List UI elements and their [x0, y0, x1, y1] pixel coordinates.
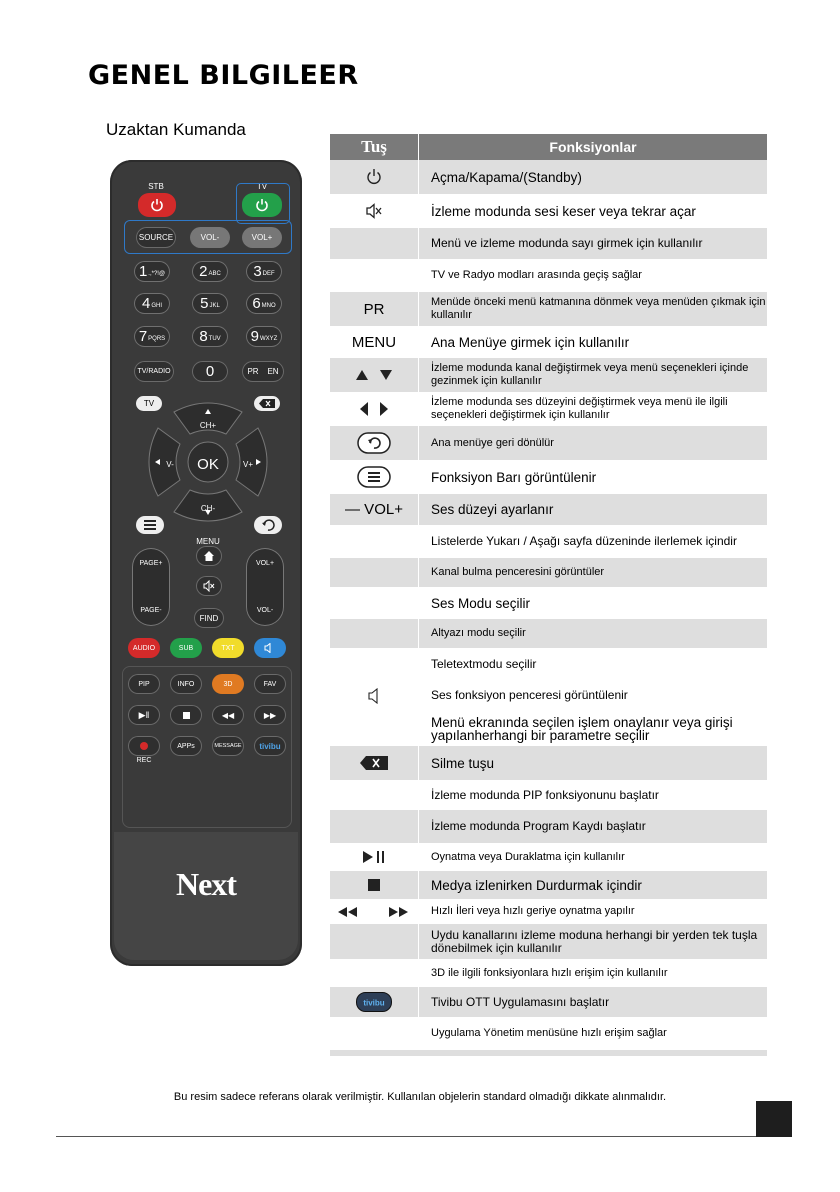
key-label: PR: [363, 300, 385, 318]
function-cell: Fonksiyon Barı görüntülenir: [431, 469, 597, 485]
key-cell: [330, 1017, 419, 1050]
up-down-arrows-icon: [355, 369, 393, 381]
key-cell: [330, 392, 419, 426]
left-right-arrows-icon: [359, 402, 389, 416]
table-row: [330, 160, 767, 194]
table-row: [330, 987, 767, 1017]
rec-button[interactable]: [128, 736, 160, 756]
function-cell: TV ve Radyo modları arasında geçiş sağlar: [431, 269, 642, 281]
function-cell: Oynatma veya Duraklatma için kullanılır: [431, 850, 625, 863]
table-row: [330, 746, 767, 780]
power-icon: [366, 168, 382, 186]
table-row: [330, 460, 767, 494]
ok-label: OK: [197, 456, 219, 473]
num-key-0[interactable]: 0: [192, 361, 228, 382]
vol-plus-top-button[interactable]: VOL+: [242, 227, 282, 248]
key-cell: [330, 494, 419, 525]
key-cell: [330, 558, 419, 587]
key-label: — VOL+: [345, 501, 403, 518]
num-key-6[interactable]: 6 MNO: [246, 293, 282, 314]
function-cell: Medya izlenirken Durdurmak içindir: [431, 877, 642, 893]
table-row: [330, 358, 767, 392]
mute-button[interactable]: [196, 576, 222, 596]
stb-label: STB: [148, 182, 164, 191]
page-number-block: [756, 1101, 792, 1137]
record-dot-icon: [140, 742, 148, 750]
table-row: [330, 525, 767, 558]
key-cell: [330, 871, 419, 899]
table-row: [330, 924, 767, 959]
table-row: [330, 326, 767, 358]
stop-icon: [183, 712, 190, 719]
key-cell: [330, 292, 419, 326]
function-cell: Hızlı İleri veya hızlı geriye oynatma yapılır: [431, 905, 635, 917]
play-pause-button[interactable]: [128, 705, 160, 725]
page-rule: [56, 1136, 792, 1137]
list-menu-icon: [357, 466, 391, 488]
stop-button[interactable]: [170, 705, 202, 725]
table-row: [330, 1017, 767, 1050]
key-cell: [330, 780, 419, 810]
function-cell: Silme tuşu: [431, 755, 495, 771]
key-label: MENU: [351, 333, 397, 351]
key-cell: [330, 959, 419, 987]
key-cell: [330, 160, 419, 194]
function-cell: İzleme modunda kanal değiştirmek veya menü seçenekleri içinde gezinmek için kullanılır: [431, 362, 749, 387]
rec-label: REC: [136, 757, 152, 764]
rewind-icon: ◀◀: [221, 710, 235, 720]
function-cell: Uydu kanallarını izleme moduna herhangi bir yerden tek tuşla dönebilmek için kullanılır: [431, 927, 758, 955]
function-cell: Ses düzeyi ayarlanır: [431, 502, 554, 517]
num-key-3[interactable]: 3 DEF: [246, 261, 282, 282]
key-cell: [330, 326, 419, 358]
num-key-7[interactable]: 7 PQRS: [134, 326, 170, 347]
function-cell: Altyazı modu seçilir: [431, 627, 526, 639]
speaker-icon: [264, 643, 276, 653]
table-row: [330, 959, 767, 987]
table-row: [330, 259, 767, 292]
key-cell: [330, 525, 419, 558]
function-cell: Uygulama Yönetim menüsüne hızlı erişim sağlar: [431, 1027, 667, 1039]
page-title: GENEL BILGILEER: [88, 60, 359, 91]
function-cell: Tivibu OTT Uygulamasını başlatır: [431, 994, 610, 1009]
function-cell: İzleme modunda PIP fonksiyonunu başlatır: [431, 787, 659, 802]
back-icon: [357, 432, 391, 454]
function-cell: Menüde önceki menü katmanına dönmek veya menüden çıkmak için kullanılır: [431, 296, 766, 321]
function-column-header: Fonksiyonlar: [549, 139, 637, 155]
delete-icon: [360, 756, 388, 770]
3d-button[interactable]: 3D: [212, 674, 244, 694]
table-row: [330, 494, 767, 525]
key-cell: [330, 843, 419, 871]
num-key-9[interactable]: 9 WXYZ: [246, 326, 282, 347]
function-cell: Kanal bulma penceresini görüntüler: [431, 566, 605, 578]
key-cell: [330, 899, 419, 924]
function-cell: Ses Modu seçilir: [431, 595, 531, 611]
page-plus-label: PAGE+: [139, 560, 163, 567]
forward-button[interactable]: [254, 705, 286, 725]
table-row: [330, 780, 767, 810]
power-icon: [255, 198, 269, 212]
num-key-8[interactable]: 8 TUV: [192, 326, 228, 347]
table-row: [330, 228, 767, 259]
function-cell: Açma/Kapama/(Standby): [431, 169, 582, 185]
vol-plus-label: VOL+: [255, 560, 275, 567]
pip-button[interactable]: PIP: [128, 674, 160, 694]
function-cell: Listelerde Yukarı / Aşağı sayfa düzeninde ilerlemek içindir: [431, 534, 737, 548]
tivibu-button[interactable]: tivibu: [254, 736, 286, 756]
key-cell: [330, 194, 419, 228]
brand-logo: Next: [176, 866, 236, 902]
table-row: [330, 648, 767, 680]
back-button[interactable]: [254, 516, 282, 534]
txt-button[interactable]: TXT: [212, 638, 244, 658]
page-minus-label: PAGE-: [140, 607, 162, 614]
table-row: [330, 426, 767, 460]
play-pause-icon: ▶‖: [138, 709, 150, 720]
rewind-forward-icon: [337, 906, 411, 918]
home-button[interactable]: [196, 546, 222, 566]
num-key-4[interactable]: 4 GHI: [134, 293, 170, 314]
key-cell: [330, 711, 419, 746]
key-cell: [330, 259, 419, 292]
function-cell: Menü ekranında seçilen işlem onaylanır veya girişi yapılanherhangi bir parametre seçilir: [431, 714, 733, 743]
tv-power-button[interactable]: [242, 193, 282, 217]
tivibu-icon: [356, 992, 392, 1012]
play-pause-icon: [361, 850, 387, 864]
sound-function-button[interactable]: [254, 638, 286, 658]
table-row: [330, 619, 767, 648]
remote-control-image: [110, 160, 302, 966]
info-button[interactable]: INFO: [170, 674, 202, 694]
svg-text:tivibu: tivibu: [363, 998, 385, 1008]
message-button[interactable]: MESSAGE: [212, 736, 244, 756]
key-cell: [330, 587, 419, 619]
key-cell: [330, 810, 419, 843]
key-cell: [330, 426, 419, 460]
v-plus-label: V+: [242, 460, 253, 469]
tv-radio-button[interactable]: TV/RADIO: [134, 361, 174, 382]
table-row: [330, 871, 767, 899]
table-row: [330, 680, 767, 711]
function-cell: Ana menüye geri dönülür: [431, 436, 554, 449]
table-header: [330, 134, 767, 160]
table-row: [330, 810, 767, 843]
power-icon: [150, 198, 164, 212]
key-cell: [330, 358, 419, 392]
table-row: [330, 194, 767, 228]
key-cell: [330, 987, 419, 1017]
sub-button[interactable]: SUB: [170, 638, 202, 658]
key-cell: [330, 228, 419, 259]
key-cell: [330, 746, 419, 780]
key-column-header: Tuş: [330, 134, 419, 160]
tv-label: TV: [256, 182, 268, 191]
home-icon: [203, 550, 215, 562]
mute-icon: [203, 580, 215, 592]
section-subtitle: Uzaktan Kumanda: [106, 120, 246, 139]
key-cell: [330, 460, 419, 494]
list-menu-icon: [144, 520, 156, 530]
function-table: [330, 134, 767, 1056]
speaker-icon: [367, 688, 381, 704]
table-row: [330, 899, 767, 924]
ch-minus-label: CH-: [200, 504, 216, 513]
source-button[interactable]: SOURCE: [136, 227, 176, 248]
pr-en-button[interactable]: PR EN: [242, 361, 284, 382]
apps-button[interactable]: APPs: [170, 736, 202, 756]
num-key-2[interactable]: 2 ABC: [192, 261, 228, 282]
v-minus-label: V-: [166, 460, 174, 469]
vol-minus-label: VOL-: [256, 607, 274, 614]
num-key-5[interactable]: 5 JKL: [192, 293, 228, 314]
ch-plus-label: CH+: [199, 421, 217, 430]
forward-icon: ▶▶: [263, 710, 277, 720]
mute-icon: [366, 203, 382, 219]
function-cell: Ses fonksiyon penceresi görüntülenir: [431, 688, 628, 702]
list-menu-button[interactable]: [136, 516, 164, 534]
table-row: [330, 843, 767, 871]
table-row: [330, 292, 767, 326]
vol-minus-top-button[interactable]: VOL-: [190, 227, 230, 248]
find-button[interactable]: FIND: [194, 608, 224, 628]
table-row: [330, 711, 767, 746]
footer-note: Bu resim sadece referans olarak verilmiştir. Kullanılan objelerin standard olmadığı dikkate alınmalıdır.: [173, 1091, 667, 1103]
stb-power-button[interactable]: [138, 193, 176, 217]
function-cell: Ana Menüye girmek için kullanılır: [431, 334, 630, 350]
key-cell: [330, 648, 419, 680]
key-cell: [330, 924, 419, 959]
table-row: [330, 587, 767, 619]
key-cell: [330, 680, 419, 711]
tv-button[interactable]: TV: [136, 396, 162, 411]
function-cell: Teletextmodu seçilir: [431, 656, 537, 671]
table-bottom-strip: [330, 1050, 767, 1056]
table-row: [330, 558, 767, 587]
table-row: [330, 392, 767, 426]
stop-icon: [368, 879, 380, 891]
key-cell: [330, 619, 419, 648]
audio-button[interactable]: AUDIO: [128, 638, 160, 658]
rewind-button[interactable]: [212, 705, 244, 725]
fav-button[interactable]: FAV: [254, 674, 286, 694]
function-cell: İzleme modunda ses düzeyini değiştirmek veya menü ile ilgili seçenekleri değiştirmek için kullanılır: [431, 396, 728, 421]
function-cell: İzleme modunda Program Kaydı başlatır: [431, 819, 646, 833]
function-cell: 3D ile ilgili fonksiyonlara hızlı erişim için kullanılır: [431, 966, 668, 979]
function-cell: Menü ve izleme modunda sayı girmek için kullanılır: [431, 236, 703, 250]
num-key-1[interactable]: 1 .,*?!@: [134, 261, 170, 282]
function-cell: İzleme modunda sesi keser veya tekrar açar: [431, 203, 696, 219]
back-icon: [261, 519, 275, 531]
menu-label: MENU: [196, 537, 220, 546]
